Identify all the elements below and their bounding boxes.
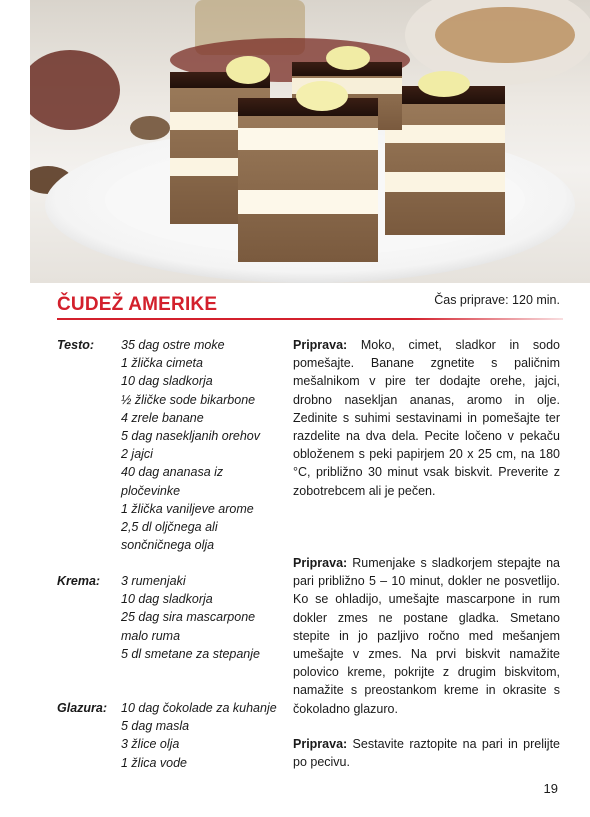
ingredient-item: 3 žlice olja xyxy=(121,737,180,752)
recipe-photo xyxy=(30,0,590,283)
prep-time: Čas priprave: 120 min. xyxy=(434,293,560,307)
ingredient-item: 2 jajci xyxy=(121,447,153,462)
ingredient-item: 1 žlička vaniljeve arome xyxy=(121,501,254,516)
instruction-step-3 xyxy=(293,735,560,771)
ingredient-item: 25 dag sira mascarpone malo ruma xyxy=(121,610,256,643)
instruction-step-2 xyxy=(293,554,560,718)
ingredient-list xyxy=(121,572,281,663)
ingredient-item: 4 zrele banane xyxy=(121,410,204,425)
ingredient-item: 10 dag sladkorja xyxy=(121,592,213,607)
step-label: Priprava: xyxy=(293,737,348,751)
page-number: 19 xyxy=(543,781,558,796)
instruction-step-1 xyxy=(293,336,560,500)
ingredient-item: 35 dag ostre moke xyxy=(121,338,225,352)
step-text: Sestavite raztopite na pari in prelijte po pecivu. xyxy=(293,737,560,770)
ingredient-list xyxy=(121,336,281,554)
ingredient-item: 5 dag nasekljanih orehov xyxy=(121,429,260,444)
ingredient-item: 10 dag čokolade za kuhanje xyxy=(121,701,277,715)
cake-illustration xyxy=(30,0,590,283)
ingredient-item: 40 dag ananasa iz pločevinke xyxy=(121,465,224,498)
title-underline xyxy=(57,318,563,320)
ingredient-item: 2,5 dl oljčnega ali sončničnega olja xyxy=(121,520,218,553)
ingredient-item: 5 dag masla xyxy=(121,719,190,734)
ingredient-group-label: Glazura: xyxy=(57,701,108,715)
ingredient-group-label: Krema: xyxy=(57,574,101,588)
ingredient-item: 10 dag sladkorja xyxy=(121,374,213,389)
ingredient-item: 1 žlica vode xyxy=(121,755,188,770)
step-text: Rumenjake s sladkorjem stepajte na pari približno 5 – 10 minut, dokler ne posvetlijo. Ko se ohladijo, umešajte mascarpone in rum dokler zmes ne postane gladka. Smetano stepite in jo pazljivo ročno med mešanjem umešajte v zmes. Na prvi biskvit namažite polovico kreme, pokrijte z drugim biskvitom, namažite s preostankom kreme in okrasite s čokoladno glazuro. xyxy=(293,556,560,716)
step-text: Moko, cimet, sladkor in sodo pomešajte. Banane zgnetite s paličnim mešalnikom v pire ter dodajte orehe, jajci, drobno nasekljan ananas, aromo in olje. Zedinite s suhimi sestavinami in pomešajte ter razdelite na dva dela. Pecite ločeno v pekaču obloženem s peki papirjem 20 x 25 cm, na 180 °C, približno 30 minut vsak biskvit. Preverite z zobotrebcem ali je pečen. xyxy=(293,338,560,498)
ingredient-item: 5 dl smetane za stepanje xyxy=(121,646,260,661)
recipe-title: ČUDEŽ AMERIKE xyxy=(57,294,218,315)
ingredient-item: 3 rumenjaki xyxy=(121,574,186,588)
step-label: Priprava: xyxy=(293,338,348,352)
ingredient-list xyxy=(121,699,281,772)
ingredient-item: ½ žličke sode bikarbone xyxy=(121,392,256,407)
step-label: Priprava: xyxy=(293,556,348,570)
ingredient-group-label: Testo: xyxy=(57,338,95,352)
ingredient-item: 1 žlička cimeta xyxy=(121,356,203,371)
